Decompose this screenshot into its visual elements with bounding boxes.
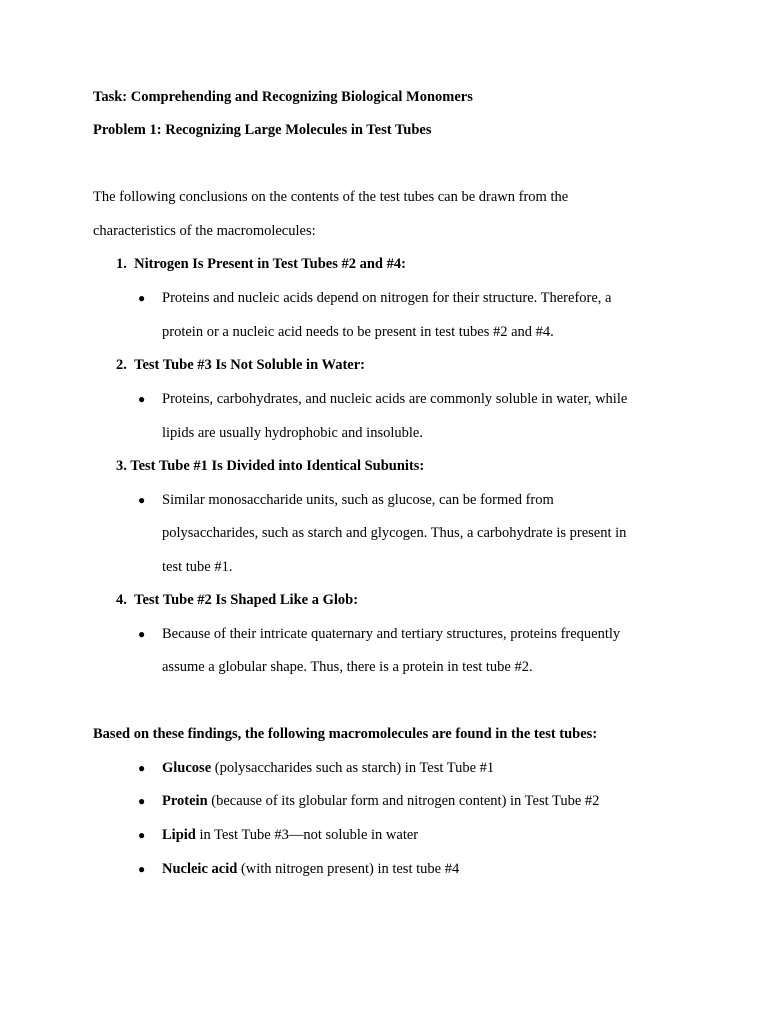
summary-heading: Based on these findings, the following macromolecules are found in the test tubes:: [93, 726, 598, 742]
finding-1-line-2: protein or a nucleic acid needs to be present in test tubes #2 and #4.: [162, 324, 554, 340]
finding-1-line-1: Proteins and nucleic acids depend on nitrogen for their structure. Therefore, a: [162, 290, 612, 306]
finding-2-line-1: Proteins, carbohydrates, and nucleic acids are commonly soluble in water, while: [162, 391, 628, 407]
summary-text: (polysaccharides such as starch) in Test Tube #1: [211, 760, 495, 776]
summary-item-2: [162, 792, 599, 810]
finding-2-heading: [116, 356, 365, 374]
summary-term: Lipid: [162, 827, 196, 843]
finding-1-heading: [116, 255, 406, 273]
intro-line-1: The following conclusions on the contents of the test tubes can be drawn from the: [93, 189, 569, 205]
finding-heading-text: Test Tube #1 Is Divided into Identical Subunits:: [130, 458, 425, 474]
finding-heading-text: Test Tube #3 Is Not Soluble in Water:: [134, 357, 365, 373]
finding-number: 2.: [116, 357, 127, 373]
intro-line-2: characteristics of the macromolecules:: [93, 223, 316, 239]
bullet-icon: ●: [138, 627, 146, 641]
summary-term: Nucleic acid: [162, 861, 238, 877]
bullet-icon: ●: [138, 794, 146, 808]
problem-title: Problem 1: Recognizing Large Molecules in Test Tubes: [93, 122, 432, 138]
finding-heading-text: Nitrogen Is Present in Test Tubes #2 and #4:: [134, 256, 406, 272]
finding-number: 1.: [116, 256, 127, 272]
bullet-icon: ●: [138, 392, 146, 406]
summary-term: Glucose: [162, 760, 212, 776]
summary-item-1: [162, 759, 494, 777]
finding-number: 4.: [116, 592, 127, 608]
bullet-icon: ●: [138, 761, 146, 775]
task-title: Task: Comprehending and Recognizing Biological Monomers: [93, 89, 473, 105]
summary-text: in Test Tube #3—not soluble in water: [195, 827, 419, 843]
finding-heading-text: Test Tube #2 Is Shaped Like a Glob:: [134, 592, 359, 608]
summary-text: (with nitrogen present) in test tube #4: [237, 861, 460, 877]
finding-number: 3.: [116, 458, 127, 474]
summary-item-3: [162, 826, 418, 844]
bullet-icon: ●: [138, 862, 146, 876]
summary-term: Protein: [162, 793, 208, 809]
bullet-icon: ●: [138, 828, 146, 842]
finding-4-line-1: Because of their intricate quaternary and tertiary structures, proteins frequently: [162, 626, 621, 642]
finding-3-heading: [116, 457, 424, 475]
bullet-icon: ●: [138, 493, 146, 507]
summary-text: (because of its globular form and nitrogen content) in Test Tube #2: [207, 793, 600, 809]
finding-3-line-1: Similar monosaccharide units, such as glucose, can be formed from: [162, 492, 554, 508]
finding-2-line-2: lipids are usually hydrophobic and insoluble.: [162, 425, 423, 441]
finding-4-heading: [116, 591, 358, 609]
summary-item-4: [162, 860, 459, 878]
finding-4-line-2: assume a globular shape. Thus, there is a protein in test tube #2.: [162, 659, 533, 675]
bullet-icon: ●: [138, 291, 146, 305]
finding-3-line-3: test tube #1.: [162, 559, 233, 575]
finding-3-line-2: polysaccharides, such as starch and glycogen. Thus, a carbohydrate is present in: [162, 525, 627, 541]
